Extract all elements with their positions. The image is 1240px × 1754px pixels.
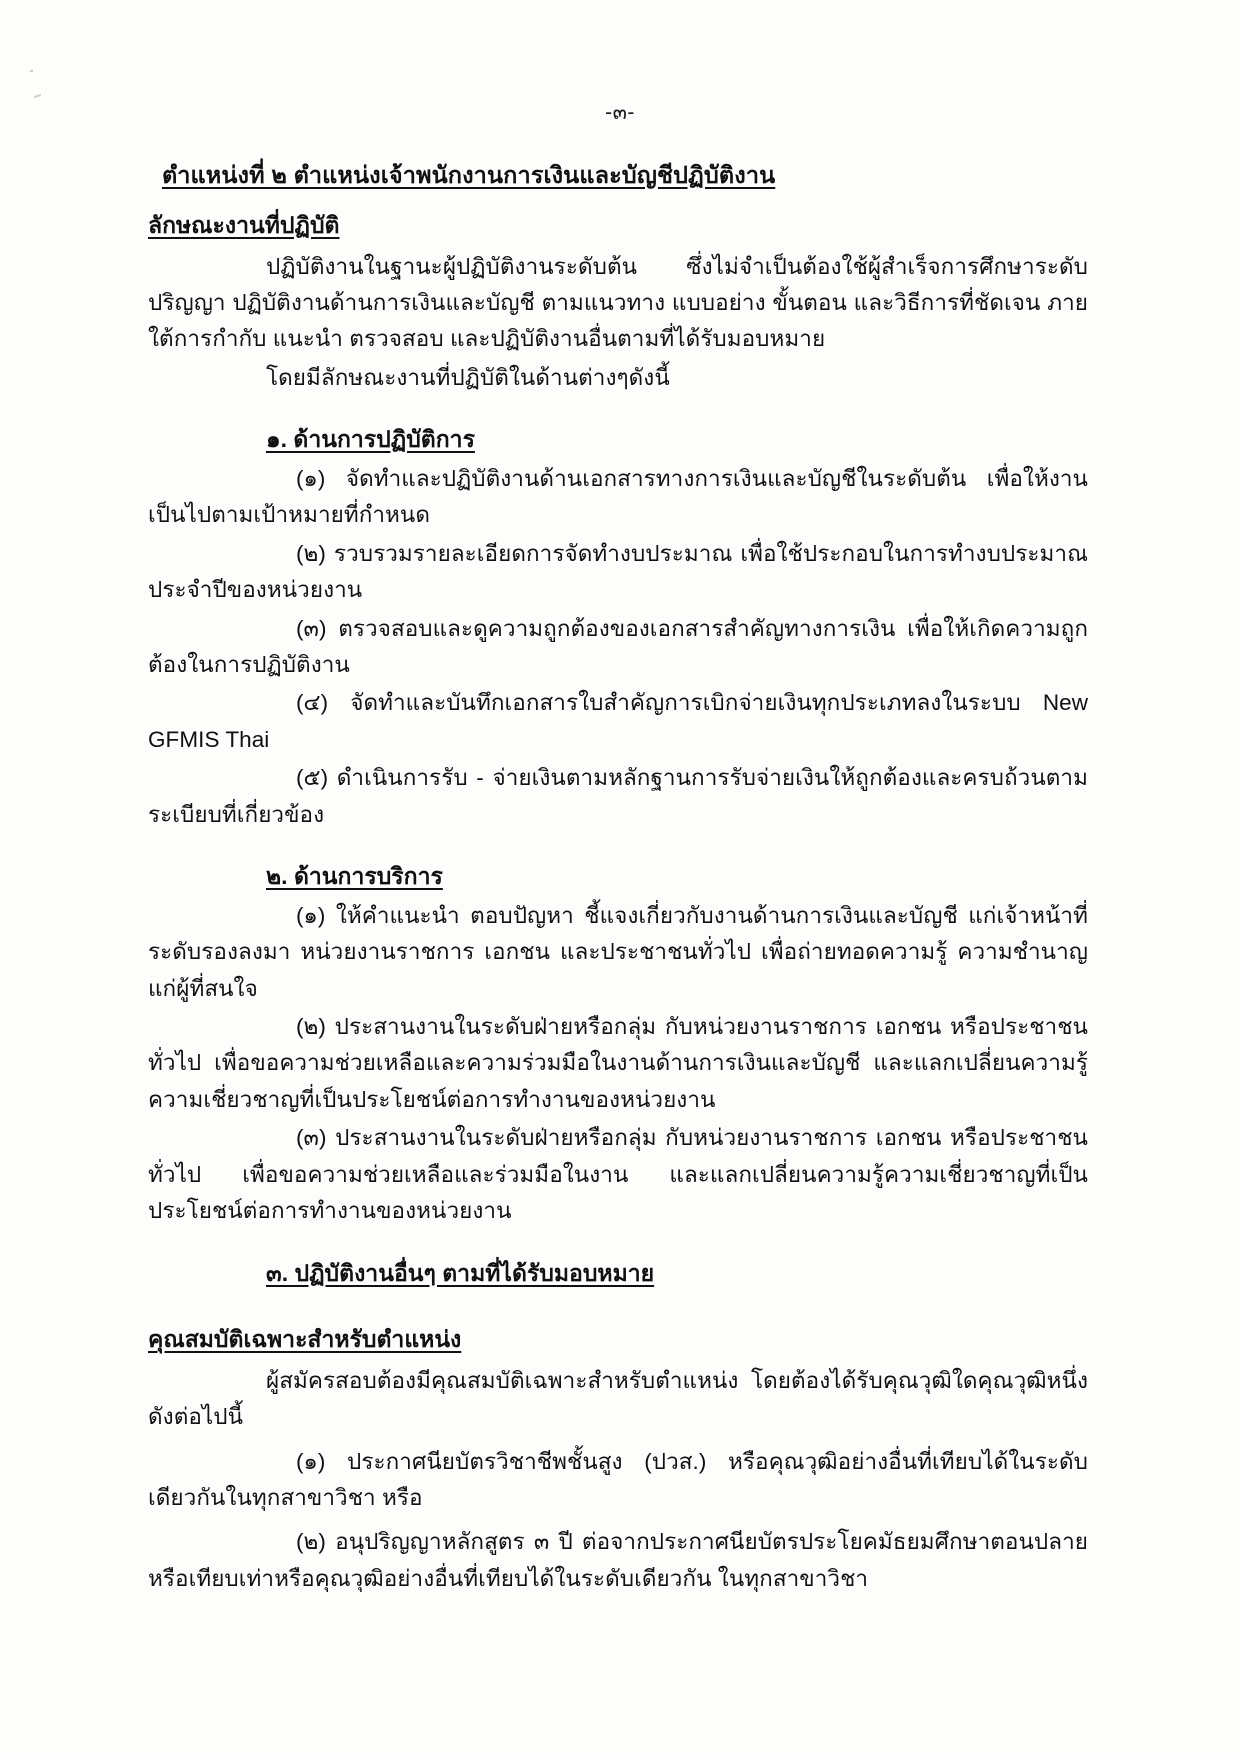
document-body — [148, 158, 1088, 1599]
section-heading-other-duties-text: ๓. ปฏิบัติงานอื่นๆ ตามที่ได้รับมอบหมาย — [266, 1259, 655, 1286]
qualifications-intro: ผู้สมัครสอบต้องมีคุณสมบัติเฉพาะสำหรับตำแหน่ง โดยต้องได้รับคุณวุฒิใดคุณวุฒิหนึ่ง ดังต่อไปนี้ — [148, 1367, 1088, 1430]
page-title-text: ตำแหน่งที่ ๒ ตำแหน่งเจ้าพนักงานการเงินและบัญชีปฏิบัติงาน — [162, 162, 776, 188]
list-item: (๒) รวบรวมรายละเอียดการจัดทำงบประมาณ เพื่อใช้ประกอบในการทำงบประมาณประจำปีของหน่วยงาน — [148, 540, 1088, 603]
spacer — [148, 835, 1088, 841]
section-heading-qualifications — [148, 1322, 1088, 1357]
list-item: (๑) ประกาศนียบัตรวิชาชีพชั้นสูง (ปวส.) หรือคุณวุฒิอย่างอื่นที่เทียบได้ในระดับเดียวกันในทุกสาขาวิชา หรือ — [148, 1448, 1088, 1510]
page-title — [162, 158, 1088, 192]
intro-paragraph-1: ปฏิบัติงานในฐานะผู้ปฏิบัติงานระดับต้น ซึ่งไม่จำเป็นต้องใช้ผู้สำเร็จการศึกษาระดับปริญญา ปฏิบัติงานด้านการเงินและบัญชี ตามแนวทาง แบบอย่าง ขั้นตอน และวิธีการที่ชัดเจน ภายใต้การกำกับ แนะนำ ตรวจสอบ และปฏิบัติงานอื่นตามที่ได้รับมอบหมาย — [148, 253, 1088, 352]
list-item: (๕) ดำเนินการรับ - จ่ายเงินตามหลักฐานการรับจ่ายเงินให้ถูกต้องและครบถ้วนตามระเบียบที่เกี่ยวข้อง — [148, 765, 1088, 827]
list-item: (๒) ประสานงานในระดับฝ่ายหรือกลุ่ม กับหน่วยงานราชการ เอกชน หรือประชาชนทั่วไป เพื่อขอความช่วยเหลือและความร่วมมือในงานด้านการเงินและบัญชี และแลกเปลี่ยนความรู้ความเชี่ยวชาญที่เป็นประโยชน์ต่อการทำงานของหน่วยงาน — [148, 1014, 1088, 1112]
list-item: (๒) อนุปริญญาหลักสูตร ๓ ปี ต่อจากประกาศนียบัตรประโยคมัธยมศึกษาตอนปลายหรือเทียบเท่าหรือคุณวุฒิอย่างอื่นที่เทียบได้ในระดับเดียวกัน ในทุกสาขาวิชา — [148, 1529, 1088, 1591]
section-heading-service-text: ๒. ด้านการบริการ — [266, 863, 443, 890]
section-heading-service — [266, 859, 1088, 894]
section-heading-other-duties — [266, 1256, 1088, 1291]
spacer — [148, 398, 1088, 404]
scan-artifact-speck — [30, 70, 33, 72]
intro-paragraph-2: โดยมีลักษณะงานที่ปฏิบัติในด้านต่างๆดังนี้ — [266, 364, 670, 390]
section-heading-job-nature — [148, 208, 1088, 243]
list-item: (๓) ประสานงานในระดับฝ่ายหรือกลุ่ม กับหน่วยงานราชการ เอกชน หรือประชาชนทั่วไป เพื่อขอความช่วยเหลือและร่วมมือในงาน และแลกเปลี่ยนความรู้ความเชี่ยวชาญที่เป็นประโยชน์ต่อการทำงานของหน่วยงาน — [148, 1125, 1088, 1224]
spacer — [148, 1232, 1088, 1238]
section-heading-qualifications-text: คุณสมบัติเฉพาะสำหรับตำแหน่ง — [148, 1326, 462, 1353]
spacer — [148, 1294, 1088, 1308]
section-heading-operations-text: ๑. ด้านการปฏิบัติการ — [266, 426, 475, 453]
list-item: (๑) ให้คำแนะนำ ตอบปัญหา ชี้แจงเกี่ยวกับงานด้านการเงินและบัญชี แก่เจ้าหน้าที่ระดับรองลงมา หน่วยงานราชการ เอกชน และประชาชนทั่วไป เพื่อถ่ายทอดความรู้ ความชำนาญแก่ผู้ที่สนใจ — [148, 902, 1088, 1001]
section-heading-job-nature-text: ลักษณะงานที่ปฏิบัติ — [148, 212, 340, 239]
page-number: -๓- — [605, 101, 635, 124]
section-heading-operations — [266, 422, 1088, 457]
list-item: (๑) จัดทำและปฏิบัติงานด้านเอกสารทางการเงินและบัญชีในระดับต้น เพื่อให้งานเป็นไปตามเป้าหมายที่กำหนด — [148, 465, 1088, 528]
list-item: (๓) ตรวจสอบและดูความถูกต้องของเอกสารสำคัญทางการเงิน เพื่อให้เกิดความถูกต้องในการปฏิบัติงาน — [148, 615, 1088, 677]
list-item: (๔) จัดทำและบันทึกเอกสารใบสำคัญการเบิกจ่ายเงินทุกประเภทลงในระบบ New GFMIS Thai — [148, 690, 1088, 752]
